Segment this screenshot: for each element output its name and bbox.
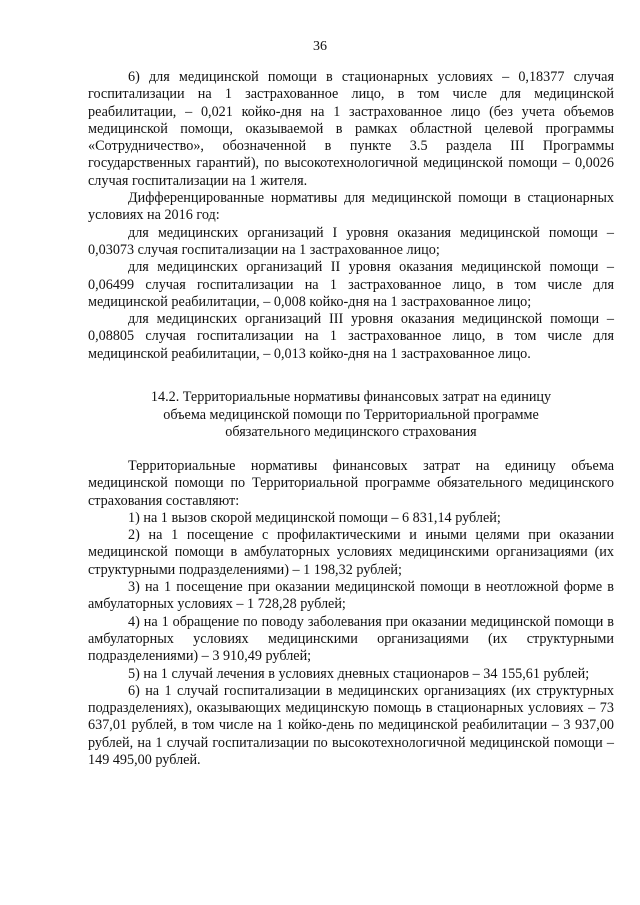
paragraph-ambulance-call: 1) на 1 вызов скорой медицинской помощи – 6 831,14 рублей; [128, 509, 501, 526]
section-heading [88, 389, 614, 442]
paragraph-day-hospital: 5) на 1 случай лечения в условиях дневных стационаров – 34 155,61 рублей; [128, 665, 590, 682]
section-heading-line-1: 14.2. Территориальные нормативы финансовых затрат на единицу [150, 389, 552, 405]
paragraph-disease-appeal: 4) на 1 обращение по поводу заболевания при оказании медицинской помощи в амбулаторных условиях медицинскими организациями (их структурными подразделениями) – 3 910,49 рублей; [88, 613, 614, 665]
paragraph-level-1: для медицинских организаций I уровня оказания медицинской помощи – 0,03073 случая госпитализации на 1 застрахованное лицо; [88, 224, 614, 258]
inpatient-norms-block [88, 69, 614, 363]
paragraph-hospitalization: 6) на 1 случай госпитализации в медицинских организациях (их структурных подразделениях), оказывающих медицинскую помощь в стационарных условиях – 73 637,01 рублей, в том числе на 1 койко-день по медицинской реабилитации – 3 937,00 рублей, на 1 случай госпитализации по высокотехнологичной медицинской помощи – 149 495,00 рублей. [88, 682, 614, 769]
paragraph-preventive-visit: 2) на 1 посещение с профилактическими и иными целями при оказании медицинской помощи в амбулаторных условиях медицинскими организациями (их структурными подразделениями) – 1 198,32 рублей; [88, 527, 614, 578]
section-heading-line-3: обязательного медицинского страхования [225, 424, 477, 441]
paragraph-urgent-visit: 3) на 1 посещение при оказании медицинской помощи в неотложной форме в амбулаторных условиях – 1 728,28 рублей; [88, 579, 614, 613]
paragraph-level-3: для медицинских организаций III уровня оказания медицинской помощи – 0,08805 случая госпитализации на 1 застрахованное лицо, в том числе для медицинской реабилитации, – 0,013 койко-дня на 1 застрахованное лицо. [88, 311, 614, 362]
paragraph-differentiated-norms: Дифференцированные нормативы для медицинской помощи в стационарных условиях на 2016 год: [88, 190, 614, 224]
paragraph-level-2: для медицинских организаций II уровня оказания медицинской помощи – 0,06499 случая госпитализации на 1 застрахованное лицо, в том числе для медицинской реабилитации, – 0,008 койко-дня на 1 застрахованное лицо; [88, 259, 614, 310]
paragraph-inpatient-care: 6) для медицинской помощи в стационарных условиях – 0,18377 случая госпитализации на 1 застрахованное лицо, в том числе для медицинской реабилитации, – 0,021 койко-дня на 1 застрахованное лицо (без учета объемов медицинской помощи, оказываемой в рамках областной целевой программы «Сотрудничество», обозначенной в пункте 3.5 раздела III Программы государственных гарантий), по высокотехнологичной медицинской помощи – 0,0026 случая госпитализации на 1 жителя. [88, 69, 614, 189]
paragraph-financial-intro: Территориальные нормативы финансовых затрат на единицу объема медицинской помощи по Территориальной программе обязательного медицинского страхования составляют: [88, 458, 614, 509]
financial-norms-block [88, 458, 614, 769]
section-heading-line-2: объема медицинской помощи по Территориальной программе [163, 406, 539, 423]
page-number: 36 [313, 39, 327, 54]
